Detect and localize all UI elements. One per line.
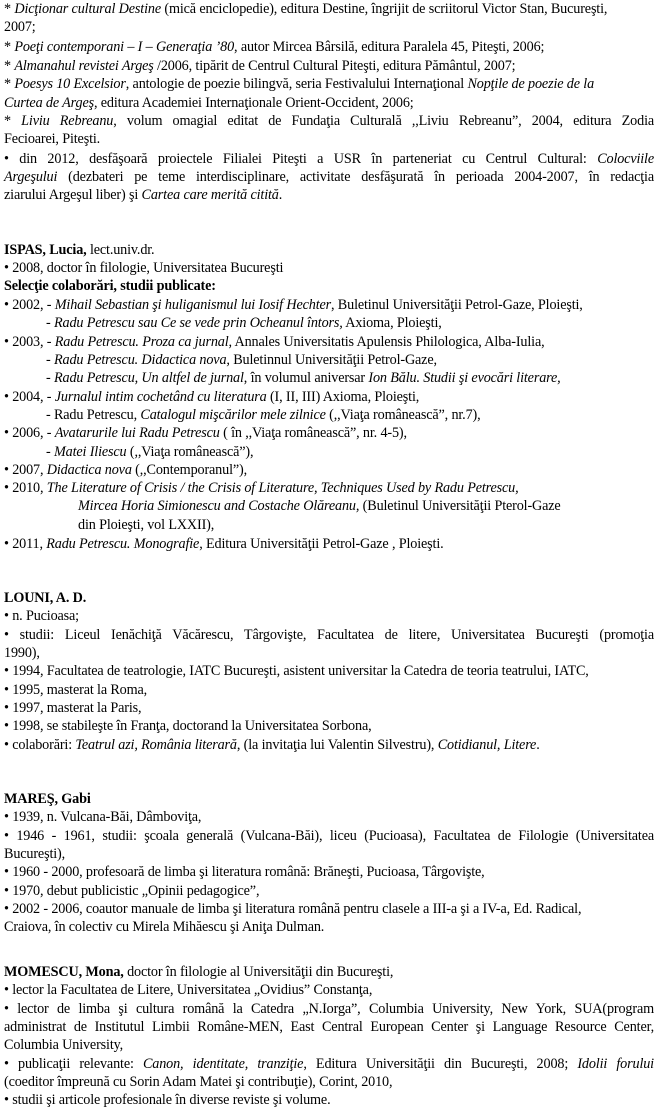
text-span: • 2010, [4,480,47,496]
text-line: Columbia University, [4,1037,124,1053]
text-span: • 2006, - [4,425,55,441]
text-span: * [4,39,15,55]
text-span: (,,Viaţa românească”), [126,444,254,460]
text-span: * [4,113,22,129]
text-span: - [46,352,54,368]
book-title: Avatarurile lui Radu Petrescu [54,425,220,441]
author-name: MAREŞ, Gabi [4,791,91,807]
text-line [4,736,540,754]
text-line: (coeditor împreună cu Sorin Adam Matei şi contribuţie), Corint, 2010, [4,1074,393,1090]
text-line: • lector la Facultatea de Litere, Universitatea „Ovidius” Constanţa, [4,982,373,998]
text-span: , Buletinul Universităţii Petrol-Gaze, Ploieşti, [331,297,583,313]
text-line: Fecioarei, Piteşti. [4,131,101,147]
text-line [4,94,414,112]
text-line [4,38,544,56]
book-title: Radu Petrescu sau Ce se vede prin Ocheanul întors, [53,315,343,331]
book-title: Mihail Sebastian şi huliganismul lui Iosif Hechter [54,297,332,313]
book-title: Cartea care merită citită [141,187,279,203]
text-span: , Editura Universităţii din Bucureşti, 2008; [303,1056,578,1072]
text-span: • 2002, - [4,297,55,313]
text-line [46,314,442,332]
text-line [4,333,545,351]
book-title: Idolii forului [577,1056,654,1072]
text-line [4,0,607,18]
book-title: Jurnalul intim cochetând cu literatura [54,389,267,405]
text-line [4,186,282,204]
text-line: administrat de Institutul Limbii Române-MEN, East Central European Center şi Language Resource Center, [4,1019,654,1035]
book-title: Matei Iliescu [53,444,127,460]
text-line: Bucureşti), [4,846,65,862]
text-span: - [46,315,54,331]
book-title: Radu Petrescu. Didactica nova, [53,352,230,368]
text-line [4,479,519,497]
text-span: , autor Mircea Bârsilă, editura Paralela 45, Piteşti, 2006; [234,39,545,55]
text-line: • 1997, masterat la Paris, [4,700,142,716]
text-span: • 2011, [4,536,47,552]
text-line [46,351,437,369]
text-line [46,443,253,461]
text-span: , Editura Universităţii Petrol-Gaze , Ploieşti. [199,536,444,552]
author-name: LOUNI, A. D. [4,590,87,606]
publication-title: Cotidianul, Litere [437,737,537,753]
section-heading [4,277,216,295]
book-title: The Literature of Crisis / the Crisis of Literature, Techniques Used by Radu Petrescu, [46,480,519,496]
book-title: Nopţile de poezie de la [467,76,595,92]
text-span: Buletinnul Universităţii Petrol-Gaze, [229,352,437,368]
text-span: • colaborări: [4,737,76,753]
text-line: 1990), [4,645,40,661]
publication-title: Teatrul azi, România literară [75,737,237,753]
text-span: - [46,444,54,460]
book-title: Ion Bălu. Studii şi evocări literare, [368,370,561,386]
book-title: Colocviile [597,151,654,167]
text-span: , volum omagial editat de Fundaţia Culturală ,,Liviu Rebreanu”, 2004, editura Zodia [113,113,655,129]
book-title: Poeţi contemporani – I – Generaţia ’80 [14,39,235,55]
text-line [46,369,561,387]
text-line: • 1970, debut publicistic „Opinii pedagogice”, [4,883,260,899]
text-line: • studii: Liceul Ienăchiţă Văcărescu, Târgovişte, Facultatea de litere, Universitatea Bucureşti (promoţia [4,627,654,643]
text-span: (,,Contemporanul”), [131,462,247,478]
text-span: * [4,58,15,74]
text-line [4,1055,654,1073]
text-line [46,406,481,424]
text-span: , (la invitaţia lui Valentin Silvestru), [236,737,438,753]
book-title: Didactica nova [46,462,132,478]
text-span: • publicaţii relevante: [4,1056,143,1072]
text-span: (Buletinul Universităţii Pterol-Gaze [359,498,561,514]
author-name: ISPAS, Lucia, [4,242,87,258]
text-span: Annales Universitatis Apulensis Philologica, Alba-Iulia, [231,334,545,350]
text-line [4,296,583,314]
text-line: • 1960 - 2000, profesoară de limba şi literatura română: Brăneşti, Pucioasa, Târgovişte, [4,864,485,880]
entry-heading [4,790,91,808]
book-title: Radu Petrescu, Un altfel de jurnal [53,370,244,386]
book-title: Dicţionar cultural Destine [14,1,161,17]
text-line [4,112,654,130]
text-line: • lector de limba şi cultura română la Catedra „N.Iorga”, Columbia University, New York, SUA(program [4,1001,654,1017]
text-span: - [46,370,54,386]
text-line [4,150,654,168]
text-line [4,535,444,553]
text-line: • 2002 - 2006, coautor manuale de limba şi literatura română pentru clasele a III-a şi a IV-a, Ed. Radical, [4,901,582,917]
text-line: • 1994, Facultatea de teatrologie, IATC Bucureşti, asistent universitar la Catedra de teoria teatrului, IATC, [4,663,589,679]
text-line [4,461,247,479]
book-title: Liviu Rebreanu [21,113,114,129]
book-title: Argeşului [4,169,58,185]
text-span: . [536,737,540,753]
text-span: (I, II, III) Axioma, Ploieşti, [266,389,420,405]
book-title: Catalogul mişcărilor mele zilnice [140,407,326,423]
text-span: • 2004, - [4,389,55,405]
text-line [4,388,419,406]
entry-heading [4,963,393,981]
text-span: , antologie de poezie bilingvă, seria Festivalului Internaţional [125,76,468,92]
text-span: . [278,187,283,203]
text-span: (mică enciclopedie), editura Destine, îngrijit de scriitorul Victor Stan, Bucureşti, [160,1,608,17]
author-title: doctor în filologie al Universităţii din Bucureşti, [123,964,394,980]
entry-heading [4,589,86,607]
book-title: Radu Petrescu. Monografie [46,536,200,552]
text-span: • 2003, - [4,334,55,350]
text-span: * [4,1,15,17]
text-line: Craiova, în colectiv cu Mirela Mihăescu şi Aniţa Dulman. [4,919,325,935]
author-title: lect.univ.dr. [86,242,155,258]
book-title: Canon, identitate, tranziţie [142,1056,304,1072]
text-line [78,497,561,515]
text-line: • 2008, doctor în filologie, Universitatea Bucureşti [4,260,284,276]
text-line [4,424,407,442]
book-title: Mircea Horia Simionescu and Costache Olăreanu, [78,498,360,514]
text-span: - Radu Petrescu, [46,407,141,423]
text-line: • n. Pucioasa; [4,608,79,624]
section-heading-text: Selecţie colaborări, studii publicate: [4,278,216,294]
book-title: Radu Petrescu. Proza ca jurnal, [54,334,232,350]
text-line: • studii şi articole profesionale în diverse reviste şi volume. [4,1092,331,1108]
text-line [4,75,594,93]
book-title: Poesys 10 Excelsior [14,76,126,92]
text-span: • din 2012, desfăşoară proiectele Filialei Piteşti a USR în parteneriat cu Centrul Cultural: [4,151,598,167]
text-span: (,,Viaţa românească”, nr.7), [325,407,481,423]
text-line [4,57,515,75]
text-line [4,168,654,186]
text-span: ziarului Argeşul liber) şi [4,187,142,203]
text-span: ( în ,,Viaţa românească”, nr. 4-5), [219,425,407,441]
text-span: • 2007, [4,462,47,478]
text-span: /2006, tipărit de Centrul Cultural Piteşti, editura Pământul, 2007; [153,58,516,74]
text-line: din Ploieşti, vol LXXII), [78,517,215,533]
text-line: 2007; [4,19,36,35]
book-title: Curtea de Argeş [4,95,94,111]
entry-heading [4,241,154,259]
text-span: (dezbateri pe teme interdisciplinare, activitate desfăşurată în perioada 2004-2007, în redacţia [57,169,654,185]
text-line: • 1946 - 1961, studii: şcoala generală (Vulcana-Băi), liceu (Pucioasa), Facultatea de Filologie (Universitatea [4,828,654,844]
text-span: Axioma, Ploieşti, [342,315,442,331]
text-line: • 1939, n. Vulcana-Băi, Dâmboviţa, [4,809,202,825]
book-title: Almanahul revistei Argeş [14,58,154,74]
author-name: MOMESCU, Mona, [4,964,124,980]
text-span: * [4,76,15,92]
text-span: , editura Academiei Internaţionale Orient-Occident, 2006; [93,95,414,111]
text-line: • 1995, masterat la Roma, [4,682,148,698]
text-span: , în volumul aniversar [243,370,369,386]
text-line: • 1998, se stabileşte în Franţa, doctorand la Universitatea Sorbona, [4,718,372,734]
